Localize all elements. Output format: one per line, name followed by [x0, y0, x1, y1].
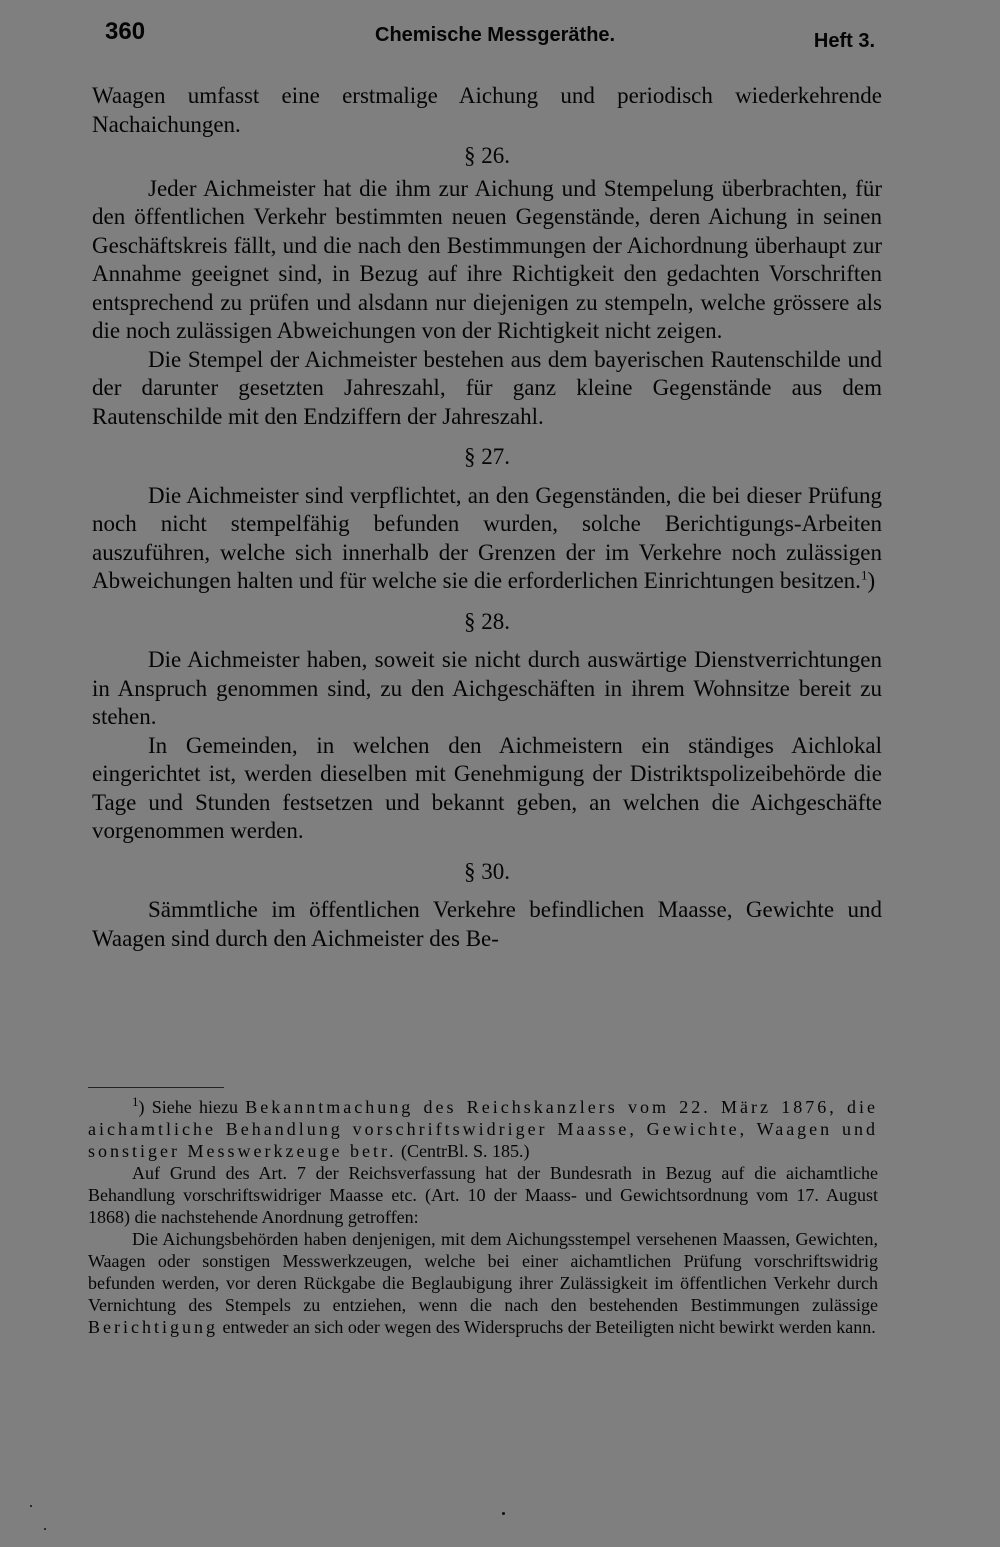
page-number: 360	[105, 18, 146, 45]
paragraph-27-1-text: Die Aichmeister sind verpflichtet, an den Gegenständen, die bei dieser Prüfung noch nicht stempelfähig befunden wurden, solche Berichtigungs-Arbeiten auszuführen, welche sich innerhalb der Grenzen der im Verkehre noch zulässigen Abweichungen halten und für welche sie die erforderlichen Einrichtungen besitzen.	[92, 482, 882, 593]
footnote-reference-close: )	[867, 568, 876, 593]
paragraph-27-1	[92, 482, 882, 596]
running-title: Chemische Messgeräthe.	[375, 24, 616, 46]
scan-speck	[502, 1512, 505, 1515]
section-heading-28: § 28.	[464, 608, 510, 634]
section-heading-30: § 30.	[464, 858, 510, 884]
section-heading-27: § 27.	[464, 444, 510, 469]
running-head	[105, 18, 875, 52]
footnote-3-emphasis: Berichtigung	[88, 1317, 218, 1337]
section-heading-26: § 26.	[464, 143, 510, 168]
main-text	[92, 82, 882, 953]
scan-speck	[44, 1528, 46, 1530]
footnote-marker: 1	[132, 1094, 139, 1109]
footnote-reference: 1	[860, 567, 868, 583]
footnote-1-citation: Bekanntmachung des Reichskanzlers vom 22. März 1876, die aichamtliche Behandlung vorschriftswidriger Maasse, Gewichte, Waagen und sonstiger Messwerkzeuge betr.	[88, 1097, 878, 1161]
scan-speck	[30, 1505, 32, 1507]
paragraph-26-1: Jeder Aichmeister hat die ihm zur Aichung und Stempelung überbrachten, für den öffentlichen Verkehr bestimmten neuen Gegenstände, deren Aichung in seinen Geschäftskreis fällt, und die nach den Bestimmungen der Aichordnung überhaupt zur Annahme geeignet sind, in Bezug auf ihre Richtigkeit den gedachten Vorschriften entsprechend zu prüfen und alsdann nur diejenigen zu stempeln, welche grössere als die noch zulässigen Abweichungen von der Richtigkeit nicht zeigen.	[92, 175, 882, 343]
footnote-1-open: ) Siehe hiezu	[138, 1097, 246, 1117]
footnote-3-part1: Die Aichungsbehörden haben denjenigen, mit dem Aichungsstempel versehenen Maassen, Gewichten, Waagen oder sonstigen Messwerkzeugen, welche bei einer aichamtlichen Prüfung vorschriftswidrig befunden werden, vor deren Rückgabe die Beglaubigung ihrer Zulässigkeit im öffentlichen Verkehr durch Vernichtung des Stempels zu entziehen, wenn die nach den bestehenden Bestimmungen zulässige	[88, 1229, 878, 1315]
paragraph-26-2: Die Stempel der Aichmeister bestehen aus dem bayerischen Rautenschilde und der darunter gesetzten Jahreszahl, für ganz kleine Gegenstände aus dem Rautenschilde mit den Endziffern der Jahreszahl.	[92, 346, 882, 429]
carryover-paragraph: Waagen umfasst eine erstmalige Aichung und periodisch wiederkehrende Nachaichungen.	[92, 83, 882, 137]
issue-label: Heft 3.	[813, 30, 875, 52]
footnote-3-part2: entweder an sich oder wegen des Widerspruchs der Beteiligten nicht bewirkt werden kann.	[217, 1317, 876, 1337]
paragraph-28-2: In Gemeinden, in welchen den Aichmeistern ein ständiges Aichlokal eingerichtet ist, werden dieselben mit Genehmigung der Distriktspolizeibehörde die Tage und Stunden festsetzen und bekannt geben, an welchen die Aichgeschäfte vorgenommen werden.	[92, 732, 882, 843]
footnote-paragraph-2: Auf Grund des Art. 7 der Reichsverfassung hat der Bundesrath in Bezug auf die aichamtliche Behandlung vorschriftswidriger Maasse etc. (Art. 10 der Maass- und Gewichtsordnung vom 17. August 1868) die nachstehende Anordnung getroffen:	[88, 1163, 878, 1227]
footnote-1	[88, 1096, 878, 1162]
paragraph-30-1: Sämmtliche im öffentlichen Verkehre befindlichen Maasse, Gewichte und Waagen sind durch den Aichmeister des Be-	[92, 897, 882, 951]
footnotes	[88, 1096, 878, 1338]
footnote-1-source: (CentrBl. S. 185.)	[396, 1141, 530, 1161]
footnote-rule	[88, 1087, 224, 1088]
paragraph-28-1: Die Aichmeister haben, soweit sie nicht durch auswärtige Dienstverrichtungen in Anspruch genommen sind, zu den Aichgeschäften in ihrem Wohnsitze bereit zu stehen.	[92, 647, 882, 729]
footnote-paragraph-3	[88, 1228, 878, 1338]
